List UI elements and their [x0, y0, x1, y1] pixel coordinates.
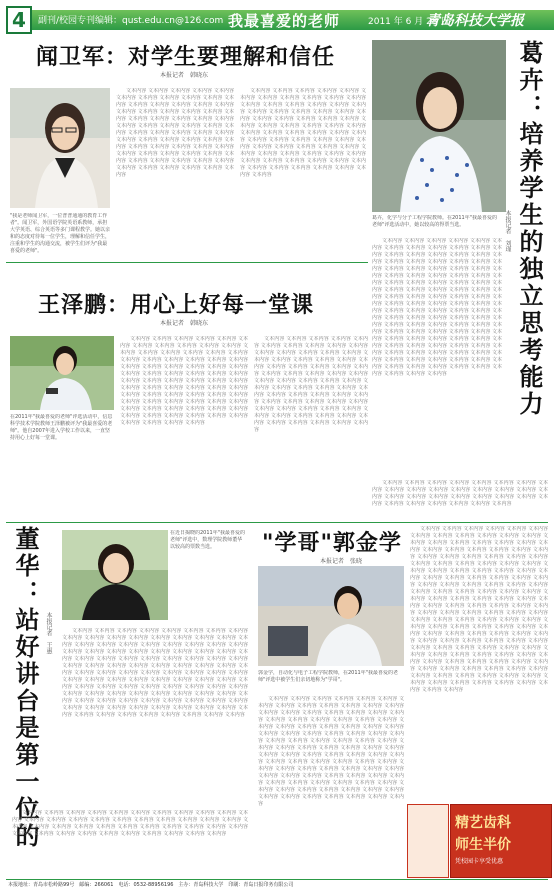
guo-photo [258, 566, 404, 666]
dong-byline: 本报记者 王惠 [45, 612, 52, 654]
section-title: 我最喜爱的老师 [228, 12, 341, 30]
wen-byline: 本报记者 韩晓东 [160, 72, 209, 79]
dong-article-title: 董华：站好讲台是第一位的 [11, 526, 39, 850]
dong-intro: 在近日揭晓的2011年"我最喜爱的老师"评选中，数理学院教师董华以较高的票数当选。 [170, 530, 246, 550]
ge-byline: 本报记者 刘瑾 [504, 210, 511, 252]
guo-article-title: "学哥"郭金学 [262, 531, 402, 556]
issue-date: 2011 年 6 月 28 日 [368, 17, 450, 27]
newspaper-name: 青岛科技大学报 [426, 13, 524, 29]
wen-body-col1: 文本内容 文本内容 文本内容 文本内容 文本内容 文本内容 文本内容 文本内容 文本内容 文本内容 文本内容 文本内容 文本内容 文本内容 文本内容 文本内容 文本内容 文本内容 文本内容 文本内容 文本内容 文本内容 文本内容 文本内容 文本内容 文本内容 文本内容 文本内容 文本内容 文本内容 文本内容 文本内容 文本内容 文本内容 文本内容 文本内容 文本内容 文本内容 文本内容 文本内容 文本内容 文本内容 文本内容 文本内容 文本内容 文本内容 文本内容 文本内容 文本内容 文本内容 文本内容 文本内容 文本内容 文本内容 文本内容 文本内容 文本内容 文本内容 文本内容 文本内容 文本内容 文本内容 文本内容 文本内容 文本内容 文本内容 [116, 88, 234, 178]
section-editor-text: 副刊/校园专刊编辑：qust.edu.cn@126.com [38, 16, 224, 26]
wen-photo [10, 88, 110, 208]
wang-article-title: 王泽鹏：用心上好每一堂课 [38, 293, 315, 318]
wen-article-title: 闻卫军：对学生要理解和信任 [36, 45, 336, 70]
ge-body-upper: 文本内容 文本内容 文本内容 文本内容 文本内容 文本内容 文本内容 文本内容 文本内容 文本内容 文本内容 文本内容 文本内容 文本内容 文本内容 文本内容 文本内容 文本内容 文本内容 文本内容 文本内容 文本内容 文本内容 文本内容 文本内容 文本内容 文本内容 文本内容 文本内容 文本内容 文本内容 文本内容 文本内容 文本内容 文本内容 文本内容 文本内容 文本内容 文本内容 文本内容 文本内容 文本内容 文本内容 文本内容 文本内容 文本内容 文本内容 文本内容 文本内容 文本内容 文本内容 文本内容 文本内容 文本内容 文本内容 文本内容 文本内容 文本内容 文本内容 文本内容 文本内容 文本内容 文本内容 文本内容 文本内容 文本内容 文本内容 文本内容 文本内容 文本内容 文本内容 文本内容 文本内容 文本内容 文本内容 文本内容 文本内容 文本内容 文本内容 文本内容 文本内容 文本内容 文本内容 文本内容 文本内容 文本内容 文本内容 文本内容 文本内容 文本内容 文本内容 文本内容 文本内容 文本内容 文本内容 文本内容 文本内容 文本内容 文本内容 文本内容 文本内容 文本内容 文本内容 文本内容 文本内容 文本内容 文本内容 文本内容 文本内容 文本内容 文本内容 文本内容 文本内容 文本内容 文本内容 文本内容 文本内容 [372, 238, 502, 377]
promo-line3: 凭校园卡享受优惠 [455, 858, 504, 865]
promo-line1: 精艺齿科 [455, 815, 511, 831]
ge-photo [372, 40, 506, 212]
divider-2 [6, 522, 548, 523]
guo-body-col2: 文本内容 文本内容 文本内容 文本内容 文本内容 文本内容 文本内容 文本内容 文本内容 文本内容 文本内容 文本内容 文本内容 文本内容 文本内容 文本内容 文本内容 文本内容 文本内容 文本内容 文本内容 文本内容 文本内容 文本内容 文本内容 文本内容 文本内容 文本内容 文本内容 文本内容 文本内容 文本内容 文本内容 文本内容 文本内容 文本内容 文本内容 文本内容 文本内容 文本内容 文本内容 文本内容 文本内容 文本内容 文本内容 文本内容 文本内容 文本内容 文本内容 文本内容 文本内容 文本内容 文本内容 文本内容 文本内容 文本内容 文本内容 文本内容 文本内容 文本内容 文本内容 文本内容 文本内容 文本内容 文本内容 文本内容 文本内容 文本内容 文本内容 文本内容 文本内容 文本内容 文本内容 文本内容 文本内容 文本内容 文本内容 文本内容 文本内容 文本内容 文本内容 文本内容 文本内容 文本内容 文本内容 文本内容 文本内容 文本内容 文本内容 文本内容 文本内容 文本内容 文本内容 文本内容 文本内容 文本内容 文本内容 文本内容 文本内容 文本内容 文本内容 文本内容 文本内容 文本内容 文本内容 文本内容 文本内容 文本内容 文本内容 文本内容 文本内容 文本内容 文本内容 文本内容 文本内容 文本内容 文本内容 文本内容 文本内容 文本内容 文本内容 文本内容 文本内容 文本内容 文本内容 文本内容 文本内容 文本内容 文本内容 文本内容 文本内容 文本内容 文本内容 文本内容 文本内容 文本内容 文本内容 文本内容 文本内容 文本内容 文本内容 文本内容 文本内容 文本内容 文本内容 文本内容 [410, 526, 548, 693]
footer-rule [6, 879, 548, 880]
ge-article-title: 葛卉：培养学生的独立思考能力 [515, 40, 543, 418]
guo-body-col1: 文本内容 文本内容 文本内容 文本内容 文本内容 文本内容 文本内容 文本内容 文本内容 文本内容 文本内容 文本内容 文本内容 文本内容 文本内容 文本内容 文本内容 文本内容 文本内容 文本内容 文本内容 文本内容 文本内容 文本内容 文本内容 文本内容 文本内容 文本内容 文本内容 文本内容 文本内容 文本内容 文本内容 文本内容 文本内容 文本内容 文本内容 文本内容 文本内容 文本内容 文本内容 文本内容 文本内容 文本内容 文本内容 文本内容 文本内容 文本内容 文本内容 文本内容 文本内容 文本内容 文本内容 文本内容 文本内容 文本内容 文本内容 文本内容 文本内容 文本内容 文本内容 文本内容 文本内容 文本内容 文本内容 文本内容 文本内容 文本内容 文本内容 文本内容 文本内容 文本内容 文本内容 文本内容 文本内容 文本内容 文本内容 文本内容 文本内容 文本内容 文本内容 文本内容 文本内容 文本内容 文本内容 文本内容 文本内容 文本内容 文本内容 文本内容 文本内容 文本内容 文本内容 文本内容 文本内容 文本内容 文本内容 文本内容 文本内容 文本内容 [258, 696, 404, 807]
dong-photo [62, 530, 168, 620]
wang-body-col1: 文本内容 文本内容 文本内容 文本内容 文本内容 文本内容 文本内容 文本内容 文本内容 文本内容 文本内容 文本内容 文本内容 文本内容 文本内容 文本内容 文本内容 文本内容 文本内容 文本内容 文本内容 文本内容 文本内容 文本内容 文本内容 文本内容 文本内容 文本内容 文本内容 文本内容 文本内容 文本内容 文本内容 文本内容 文本内容 文本内容 文本内容 文本内容 文本内容 文本内容 文本内容 文本内容 文本内容 文本内容 文本内容 文本内容 文本内容 文本内容 文本内容 文本内容 文本内容 文本内容 文本内容 文本内容 文本内容 文本内容 文本内容 文本内容 文本内容 文本内容 文本内容 文本内容 文本内容 文本内容 文本内容 文本内容 文本内容 文本内容 文本内容 文本内容 文本内容 文本内容 文本内容 文本内容 文本内容 [120, 336, 248, 426]
footer-info: 本报地址：青岛市松岭路99号 邮编：266061 电话：0532-88956196 主办：青岛科技大学 印刷：青岛日报印务有限公司 [8, 882, 294, 888]
promo-line2: 师生半价 [455, 837, 511, 853]
guo-photo-caption: 郭金学，自动化与电子工程学院教师，在2011年"我最喜爱的老师"评选中被学生们亲切地称为"学哥"。 [258, 670, 399, 683]
guo-byline: 本报记者 张晓 [320, 558, 363, 565]
dong-body-bottom: 文本内容 文本内容 文本内容 文本内容 文本内容 文本内容 文本内容 文本内容 文本内容 文本内容 文本内容 文本内容 文本内容 文本内容 文本内容 文本内容 文本内容 文本内容 文本内容 文本内容 文本内容 文本内容 文本内容 文本内容 文本内容 文本内容 文本内容 文本内容 文本内容 文本内容 文本内容 文本内容 文本内容 文本内容 文本内容 文本内容 文本内容 文本内容 文本内容 文本内容 文本内容 文本内容 [12, 810, 248, 837]
wang-photo-caption: 在2011年"我最喜爱的老师"评选活动中，信息科学技术学院教师王泽鹏被评为"我最喜爱的老师"。他自2007年进入学校工作以来，一直坚持用心上好每一堂课。 [10, 414, 113, 441]
wang-photo [10, 336, 114, 410]
wang-body-col2: 文本内容 文本内容 文本内容 文本内容 文本内容 文本内容 文本内容 文本内容 文本内容 文本内容 文本内容 文本内容 文本内容 文本内容 文本内容 文本内容 文本内容 文本内容 文本内容 文本内容 文本内容 文本内容 文本内容 文本内容 文本内容 文本内容 文本内容 文本内容 文本内容 文本内容 文本内容 文本内容 文本内容 文本内容 文本内容 文本内容 文本内容 文本内容 文本内容 文本内容 文本内容 文本内容 文本内容 文本内容 文本内容 文本内容 文本内容 文本内容 文本内容 文本内容 文本内容 文本内容 文本内容 文本内容 文本内容 文本内容 文本内容 文本内容 文本内容 文本内容 文本内容 文本内容 文本内容 文本内容 文本内容 文本内容 文本内容 文本内容 [254, 336, 368, 433]
ge-photo-caption: 葛卉，化学与分子工程学院教师。在2011年"我最喜爱的老师"评选活动中，她以较高的得票当选。 [372, 215, 498, 228]
wen-body-col2: 文本内容 文本内容 文本内容 文本内容 文本内容 文本内容 文本内容 文本内容 文本内容 文本内容 文本内容 文本内容 文本内容 文本内容 文本内容 文本内容 文本内容 文本内容 文本内容 文本内容 文本内容 文本内容 文本内容 文本内容 文本内容 文本内容 文本内容 文本内容 文本内容 文本内容 文本内容 文本内容 文本内容 文本内容 文本内容 文本内容 文本内容 文本内容 文本内容 文本内容 文本内容 文本内容 文本内容 文本内容 文本内容 文本内容 文本内容 文本内容 文本内容 文本内容 文本内容 文本内容 文本内容 文本内容 文本内容 文本内容 文本内容 文本内容 文本内容 文本内容 文本内容 文本内容 文本内容 文本内容 文本内容 文本内容 文本内容 文本内容 文本内容 文本内容 [240, 88, 366, 178]
promo-side-panel [407, 804, 449, 878]
wen-photo-caption: "我是老师闻卫军，一位普普通通的教育工作者"。闻卫军，外国语学院英语系教师，承担大学英语、综合英语等多门课程教学。她以亲和的态度对待每一位学生，理解和信任学生，注重和学生的沟通交流，被学生们评为"我最喜爱的老师"。 [10, 213, 110, 254]
wang-byline: 本报记者 韩晓东 [160, 320, 209, 327]
ge-body-lower: 文本内容 文本内容 文本内容 文本内容 文本内容 文本内容 文本内容 文本内容 文本内容 文本内容 文本内容 文本内容 文本内容 文本内容 文本内容 文本内容 文本内容 文本内容 文本内容 文本内容 文本内容 文本内容 文本内容 文本内容 文本内容 文本内容 文本内容 文本内容 文本内容 文本内容 [372, 480, 548, 507]
divider-1 [6, 262, 368, 263]
dong-body: 文本内容 文本内容 文本内容 文本内容 文本内容 文本内容 文本内容 文本内容 文本内容 文本内容 文本内容 文本内容 文本内容 文本内容 文本内容 文本内容 文本内容 文本内容 文本内容 文本内容 文本内容 文本内容 文本内容 文本内容 文本内容 文本内容 文本内容 文本内容 文本内容 文本内容 文本内容 文本内容 文本内容 文本内容 文本内容 文本内容 文本内容 文本内容 文本内容 文本内容 文本内容 文本内容 文本内容 文本内容 文本内容 文本内容 文本内容 文本内容 文本内容 文本内容 文本内容 文本内容 文本内容 文本内容 文本内容 文本内容 文本内容 文本内容 文本内容 文本内容 文本内容 文本内容 文本内容 文本内容 文本内容 文本内容 文本内容 文本内容 文本内容 文本内容 文本内容 文本内容 文本内容 文本内容 文本内容 文本内容 文本内容 文本内容 文本内容 文本内容 文本内容 文本内容 文本内容 文本内容 文本内容 文本内容 文本内容 文本内容 文本内容 文本内容 文本内容 文本内容 文本内容 文本内容 文本内容 文本内容 文本内容 文本内容 文本内容 文本内容 文本内容 文本内容 文本内容 文本内容 文本内容 文本内容 文本内容 文本内容 文本内容 文本内容 [62, 628, 248, 718]
page-number: 4 [6, 6, 32, 34]
